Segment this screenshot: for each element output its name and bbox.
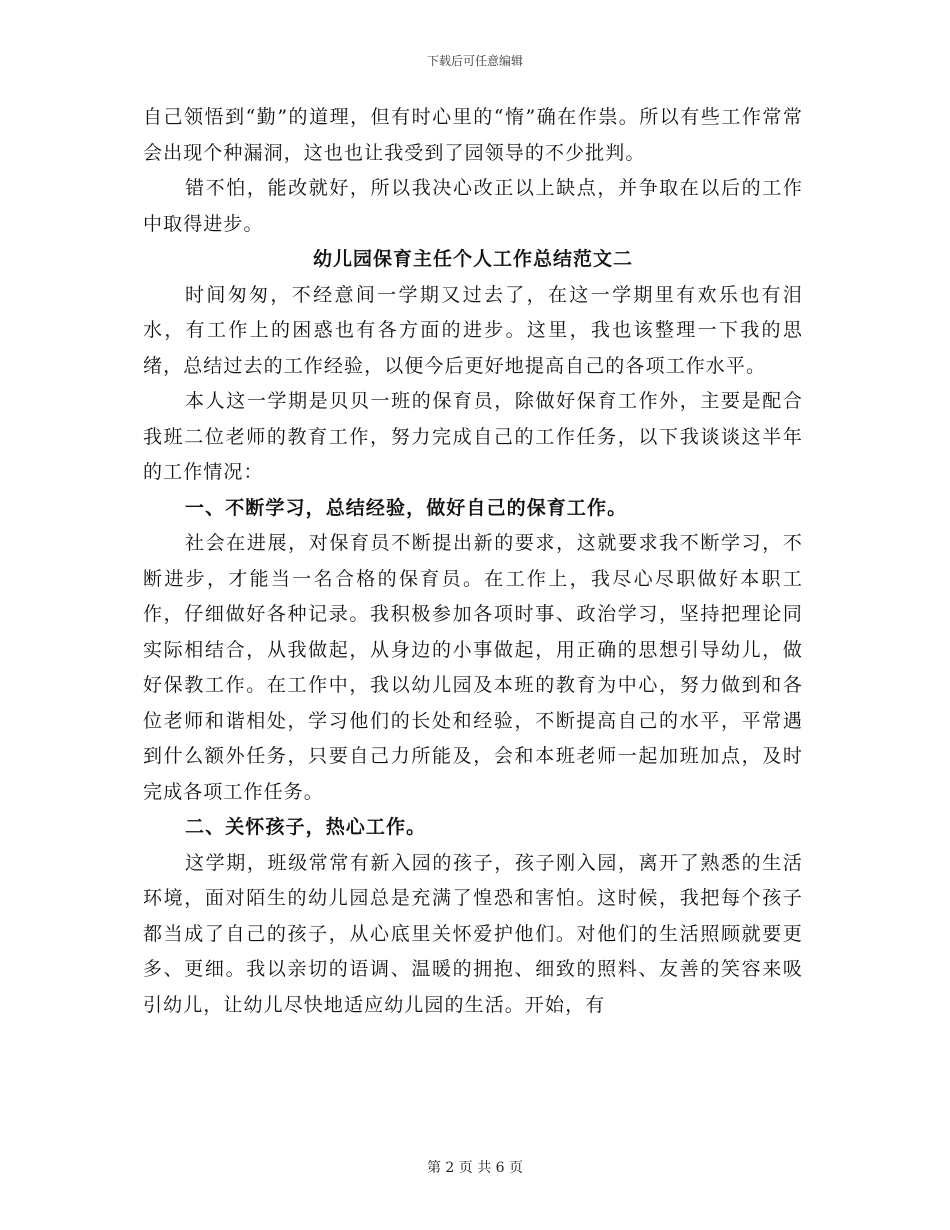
document-body (143, 100, 803, 1023)
subheading-1: 一、不断学习，总结经验，做好自己的保育工作。 (185, 496, 628, 519)
page-footer: 第 2 页 共 6 页 (426, 1160, 524, 1176)
paragraph-3: 时间匆匆，不经意间一学期又过去了，在这一学期里有欢乐也有泪水，有工作上的困惑也有各方面的进步。这里，我也该整理一下我的思绪，总结过去的工作经验，以便今后更好地提高自己的各项工作水平。 (143, 283, 803, 377)
subheading-2: 二、关怀孩子，热心工作。 (185, 816, 427, 838)
page-header: 下载后可任意编辑 (426, 54, 523, 68)
paragraph-1: 自己领悟到“勤”的道理，但有时心里的“惰”确在作祟。所以有些工作常常会出现个种漏洞，这也也让我受到了园领导的不少批判。 (143, 106, 803, 164)
section-title: 幼儿园保育主任个人工作总结范文二 (312, 248, 633, 270)
paragraph-5: 社会在进展，对保育员不断提出新的要求，这就要求我不断学习，不断进步，才能当一名合格的保育员。在工作上，我尽心尽职做好本职工作，仔细做好各种记录。我积极参加各项时事、政治学习，坚持把理论同实际相结合，从我做起，从身边的小事做起，用正确的思想引导幼儿，做好保教工作。在工作中，我以幼儿园及本班的教育为中心，努力做到和各位老师和谐相处，学习他们的长处和经验，不断提高自己的水平，平常遇到什么额外任务，只要自己力所能及，会和本班老师一起加班加点，及时完成各项工作任务。 (143, 532, 803, 803)
paragraph-4: 本人这一学期是贝贝一班的保育员，除做好保育工作外，主要是配合我班二位老师的教育工作，努力完成自己的工作任务，以下我谈谈这半年的工作情况： (143, 390, 803, 483)
paragraph-2: 错不怕，能改就好，所以我决心改正以上缺点，并争取在以后的工作中取得进步。 (143, 177, 803, 235)
paragraph-6: 这学期，班级常常有新入园的孩子，孩子刚入园，离开了熟悉的生活环境，面对陌生的幼儿园总是充满了惶恐和害怕。这时候，我把每个孩子都当成了自己的孩子，从心底里关怀爱护他们。对他们的生活照顾就要更多、更细。我以亲切的语调、温暖的拥抱、细致的照料、友善的笑容来吸引幼儿，让幼儿尽快地适应幼儿园的生活。开始，有 (143, 851, 803, 1016)
